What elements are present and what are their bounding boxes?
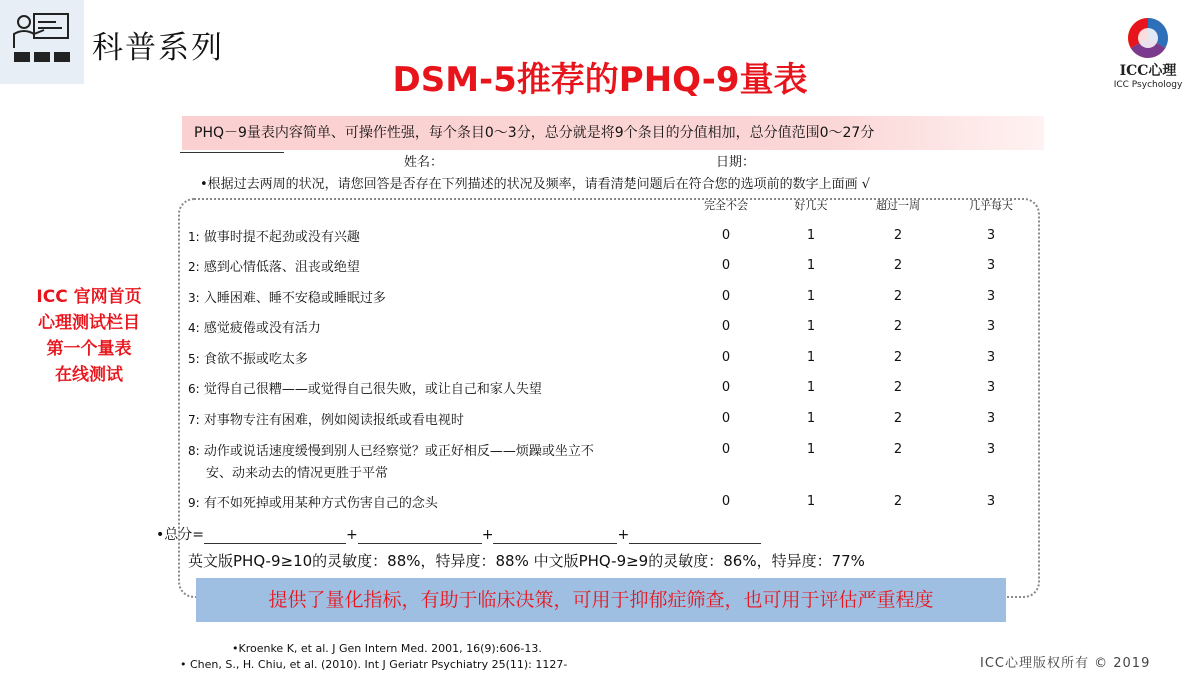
plus-sign: + (617, 527, 630, 543)
item-description: 觉得自己很糟——或觉得自己很失败，或让自己和家人失望 (203, 382, 542, 397)
plus-sign: + (481, 527, 494, 543)
column-header-several-days: 好几天 (794, 199, 828, 212)
item-description: 有不如死掉或用某种方式伤害自己的念头 (203, 496, 438, 511)
sidebar-line: 第一个量表 (46, 339, 132, 359)
item-description: 入睡困难、睡不安稳或睡眠过多 (203, 291, 386, 306)
item-number: 7: (188, 413, 200, 427)
score-option[interactable]: 0 (721, 350, 731, 365)
score-option[interactable]: 2 (893, 380, 903, 395)
item-text (188, 378, 542, 401)
item-text (188, 226, 360, 249)
item-number: 9: (188, 496, 200, 510)
item-text (188, 256, 360, 279)
score-option[interactable]: 3 (986, 289, 996, 304)
total-blank[interactable] (358, 529, 482, 544)
name-underline (180, 152, 284, 153)
score-option[interactable]: 1 (806, 411, 816, 426)
total-blank[interactable] (204, 529, 346, 544)
score-option[interactable]: 2 (893, 258, 903, 273)
score-option[interactable]: 3 (986, 442, 996, 457)
score-option[interactable]: 1 (806, 228, 816, 243)
date-label: 日期： (716, 155, 756, 170)
instruction-text: •根据过去两周的状况，请您回答是否存在下列描述的状况及频率，请看清楚问题后在符合您的选项前的数字上面画 √ (200, 177, 871, 192)
item-description: 感到心情低落、沮丧或绝望 (203, 260, 360, 275)
sidebar-line: 心理测试栏目 (38, 313, 140, 333)
score-option[interactable]: 2 (893, 442, 903, 457)
plus-sign: + (346, 527, 358, 543)
item-text (188, 440, 594, 485)
score-option[interactable]: 1 (806, 350, 816, 365)
item-number: 8: (188, 444, 200, 458)
item-description: 动作或说话速度缓慢到别人已经察觉？或正好相反——烦躁或坐立不 (203, 444, 594, 459)
sidebar-line: ICC 官网首页 (36, 287, 142, 307)
item-description: 做事时提不起劲或没有兴趣 (203, 230, 360, 245)
reference-kroenke: •Kroenke K, et al. J Gen Intern Med. 2001, 16(9):606-13. (232, 642, 542, 655)
item-number: 5: (188, 352, 200, 366)
score-option[interactable]: 0 (721, 258, 731, 273)
score-option[interactable]: 3 (986, 350, 996, 365)
icc-circle-logo-icon (1126, 16, 1170, 60)
column-header-more-than-week: 超过一周 (876, 199, 920, 212)
item-text (188, 287, 386, 310)
logo-name: ICC心理 (1119, 63, 1177, 79)
item-description: 对事物专注有困难，例如阅读报纸或看电视时 (203, 413, 464, 428)
highlight-box: 提供了量化指标，有助于临床决策，可用于抑郁症筛查，也可用于评估严重程度 (196, 578, 1006, 622)
item-number: 4: (188, 321, 200, 335)
score-option[interactable]: 0 (721, 380, 731, 395)
item-number: 2: (188, 260, 200, 274)
total-blank[interactable] (629, 529, 761, 544)
score-option[interactable]: 1 (806, 289, 816, 304)
series-title: 科普系列 (92, 30, 224, 66)
score-option[interactable]: 3 (986, 494, 996, 509)
item-text (188, 409, 464, 432)
item-number: 1: (188, 230, 200, 244)
total-blank[interactable] (493, 529, 617, 544)
score-option[interactable]: 0 (721, 319, 731, 334)
sidebar-line: 在线测试 (55, 365, 123, 385)
column-header-nearly-every-day: 几乎每天 (969, 199, 1013, 212)
score-option[interactable]: 2 (893, 411, 903, 426)
logo (1098, 16, 1198, 100)
score-option[interactable]: 0 (721, 411, 731, 426)
reference-chen: • Chen, S., H. Chiu, et al. (2010). Int J Geriatr Psychiatry 25(11): 1127- (180, 658, 568, 671)
score-option[interactable]: 2 (893, 319, 903, 334)
item-number: 6: (188, 382, 200, 396)
name-label: 姓名： (404, 155, 444, 170)
score-option[interactable]: 2 (893, 228, 903, 243)
score-option[interactable]: 2 (893, 350, 903, 365)
item-description-continued: 安、动来动去的情况更胜于平常 (206, 466, 389, 481)
item-text (188, 492, 438, 515)
sensitivity-text: 英文版PHQ-9≥10的灵敏度：88%，特异度：88% 中文版PHQ-9≥9的灵敏度：86%，特异度：77% (188, 552, 865, 570)
score-option[interactable]: 3 (986, 380, 996, 395)
score-option[interactable]: 3 (986, 411, 996, 426)
score-option[interactable]: 2 (893, 289, 903, 304)
score-option[interactable]: 1 (806, 442, 816, 457)
total-score-line (156, 524, 761, 544)
score-option[interactable]: 1 (806, 380, 816, 395)
score-option[interactable]: 0 (721, 228, 731, 243)
item-number: 3: (188, 291, 200, 305)
score-option[interactable]: 3 (986, 319, 996, 334)
score-option[interactable]: 3 (986, 258, 996, 273)
score-option[interactable]: 2 (893, 494, 903, 509)
item-description: 感觉疲倦或没有活力 (203, 321, 321, 336)
total-label: •总分= (156, 527, 204, 543)
item-description: 食欲不振或吃太多 (203, 352, 308, 367)
score-option[interactable]: 1 (806, 494, 816, 509)
page-title: DSM-5推荐的PHQ-9量表 (392, 60, 808, 100)
score-option[interactable]: 3 (986, 228, 996, 243)
score-option[interactable]: 1 (806, 258, 816, 273)
score-option[interactable]: 0 (721, 494, 731, 509)
item-text (188, 317, 321, 340)
score-option[interactable]: 0 (721, 442, 731, 457)
logo-subtitle: ICC Psychology (1113, 80, 1183, 90)
item-text (188, 348, 308, 371)
sidebar-note[interactable] (14, 284, 164, 388)
column-header-not-at-all: 完全不会 (704, 199, 748, 212)
summary-banner: PHQ－9量表内容简单、可操作性强，每个条目0～3分，总分就是将9个条目的分值相加，总分值范围0～27分 (182, 116, 1044, 150)
score-option[interactable]: 0 (721, 289, 731, 304)
copyright-text: ICC心理版权所有 © 2019 (980, 656, 1151, 671)
score-option[interactable]: 1 (806, 319, 816, 334)
